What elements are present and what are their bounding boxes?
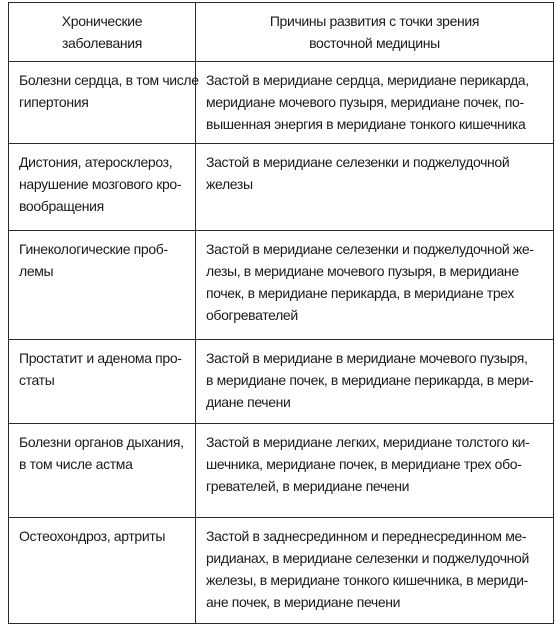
cause-text: в меридиане почек, в меридиане перикарда, в мери- — [206, 372, 534, 388]
table-row — [9, 62, 554, 144]
cause-text: вышенная энергия в меридиане тонкого кишечника — [206, 116, 526, 132]
disease-cell — [9, 62, 199, 144]
diseases-table — [8, 2, 554, 624]
table-row — [9, 231, 554, 340]
disease-text: нарушение мозгового кро- — [19, 176, 182, 192]
cause-cell — [196, 144, 554, 231]
header-text: Причины развития с точки зрения — [269, 13, 480, 29]
disease-cell — [9, 340, 196, 424]
header-text: Хронические — [61, 13, 143, 29]
table-row — [9, 144, 554, 231]
disease-text: в том числе астма — [19, 456, 133, 472]
disease-text: Гинекологические проб- — [19, 241, 168, 257]
cause-text: Застой в меридиане селезенки и поджелудочной — [206, 154, 510, 170]
cause-text: Застой в меридиане легких, меридиане толстого ки- — [206, 434, 530, 450]
cause-text: гревателей, в меридиане печени — [206, 478, 410, 494]
table-header-row — [9, 3, 554, 62]
cause-text: ане почек, в меридиане печени — [206, 594, 401, 610]
disease-text: Болезни органов дыхания, — [19, 434, 184, 450]
cause-text: Застой в меридиане сердца, меридиане перикарда, — [206, 72, 529, 88]
cause-text: Застой в меридиане в меридиане мочевого пузыря, — [206, 350, 528, 366]
header-text: заболевания — [61, 35, 142, 51]
cause-text: лезы, в меридиане мочевого пузыря, в меридиане — [206, 263, 519, 279]
disease-text: Остеохондроз, артриты — [19, 528, 166, 544]
cause-text: диане печени — [206, 394, 291, 410]
cause-cell — [196, 424, 554, 518]
cause-cell — [196, 231, 554, 340]
cause-text: меридиане мочевого пузыря, меридиане почек, по- — [206, 94, 524, 110]
header-causes — [196, 3, 554, 62]
disease-cell — [9, 231, 196, 340]
cause-text: Застой в заднесрединном и переднесрединном ме- — [206, 528, 527, 544]
cause-text: Застой в меридиане селезенки и поджелудочной же- — [206, 241, 534, 257]
table-row — [9, 424, 554, 518]
disease-cell — [9, 424, 196, 518]
cause-text: шечника, меридиане почек, в меридиане трех обо- — [206, 456, 522, 472]
table-row — [9, 340, 554, 424]
header-diseases — [9, 3, 196, 62]
cause-cell — [196, 62, 554, 144]
disease-text: Простатит и аденома про- — [19, 350, 182, 366]
disease-cell — [9, 144, 196, 231]
cause-text: ридианах, в меридиане селезенки и поджелудочной — [206, 550, 529, 566]
disease-text: Дистония, атеросклероз, — [19, 154, 173, 170]
cause-cell — [196, 340, 554, 424]
disease-text: лемы — [19, 263, 54, 279]
cause-text: обогревателей — [206, 307, 298, 323]
disease-text: вообращения — [19, 198, 104, 214]
cause-text: почек, в меридиане перикарда, в меридиане трех — [206, 285, 515, 301]
disease-text: гипертония — [19, 94, 89, 110]
disease-text: Болезни сердца, в том числе — [19, 72, 199, 88]
cause-text: железы — [206, 176, 253, 192]
disease-text: статы — [19, 372, 55, 388]
cause-text: железы, в меридиане тонкого кишечника, в мериди- — [206, 572, 528, 588]
header-text: восточной медицины — [309, 35, 440, 51]
